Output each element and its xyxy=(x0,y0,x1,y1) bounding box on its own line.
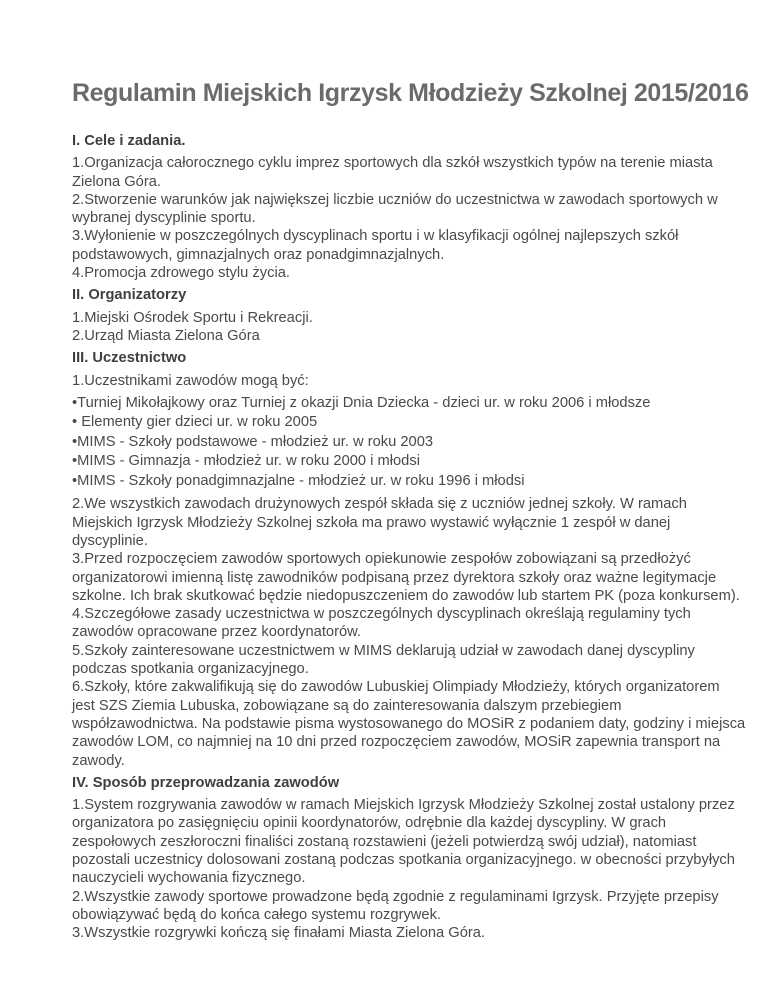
bullet-line: •Turniej Mikołajkowy oraz Turniej z okazji Dnia Dziecka - dzieci ur. w roku 2006 i młodsze xyxy=(72,394,651,411)
document-title: Regulamin Miejskich Igrzysk Młodzieży Szkolnej 2015/2016 xyxy=(72,79,749,107)
document-section xyxy=(72,132,718,282)
text-line: zespołowych zeszłoroczni finaliści zostaną rozstawieni (jeżeli potwierdzą swój udział), natomiast xyxy=(72,833,697,850)
paragraph xyxy=(72,154,718,282)
text-line: zawodów opracowane przez koordynatorów. xyxy=(72,624,362,641)
text-line: organizatorowi imienną listę zawodników podpisaną przez dyrektora szkoły oraz ważne legitymacje xyxy=(72,569,717,586)
text-line: dyscyplinie. xyxy=(72,532,148,549)
bullet-line: • Elementy gier dzieci ur. w roku 2005 xyxy=(72,414,318,431)
text-line: szkolne. Ich brak skutkować będzie niedopuszczeniem do zawodów lub startem PK (poza konkursem). xyxy=(72,587,740,604)
document-section xyxy=(72,286,712,345)
text-line: 1.Uczestnikami zawodów mogą być: xyxy=(72,372,309,389)
text-line: 4.Szczegółowe zasady uczestnictwa w poszczególnych dyscyplinach określają regulaminy tych xyxy=(72,606,691,623)
text-line: obowiązywać będą do końca całego systemu rozgrywek. xyxy=(72,906,442,923)
text-line: Miejskich Igrzysk Młodzieży Szkolnej szkoła ma prawo wystawić wyłącznie 1 zespół w danej xyxy=(72,514,671,531)
text-line: 2.We wszystkich zawodach drużynowych zespół składa się z uczniów jednej szkoły. W ramach xyxy=(72,496,687,513)
section-heading: I. Cele i zadania. xyxy=(72,133,186,149)
text-line: 2.Urząd Miasta Zielona Góra xyxy=(72,327,260,344)
paragraph xyxy=(72,309,712,346)
text-line: organizatora po zasięgnięciu opinii koordynatorów, odrębnie dla każdej dyscypliny. W grach xyxy=(72,815,667,832)
text-line: podstawowych, gimnazjalnych oraz ponadgimnazjalnych. xyxy=(72,246,445,263)
text-line: 3.Wyłonienie w poszczególnych dyscyplinach sportu i w klasyfikacji ogólnej najlepszych szkół xyxy=(72,228,679,245)
document-section xyxy=(72,349,746,770)
section-heading: IV. Sposób przeprowadzania zawodów xyxy=(72,774,340,791)
text-line: podczas spotkania organizacyjnego. xyxy=(72,661,309,678)
text-line: 5.Szkoły zainteresowane uczestnictwem w MIMS deklarują udział w zawodach danej dyscypliny xyxy=(72,642,695,659)
text-line: 2.Wszystkie zawody sportowe prowadzone będą zgodnie z regulaminami Igrzysk. Przyjęte przepisy xyxy=(72,888,719,905)
text-line: nauczycieli wychowania fizycznego. xyxy=(72,870,306,887)
bullet-line: •MIMS - Szkoły ponadgimnazjalne - młodzież ur. w roku 1996 i młodsi xyxy=(72,472,525,489)
text-line: 1.Organizacja całorocznego cyklu imprez sportowych dla szkół wszystkich typów na terenie miasta xyxy=(72,155,713,172)
text-line: 2.Stworzenie warunków jak największej liczbie uczniów do uczestnictwa w zawodach sportowych w xyxy=(72,191,718,208)
document-section xyxy=(72,774,735,943)
text-line: wybranej dyscyplinie sportu. xyxy=(72,210,256,227)
section-heading: III. Uczestnictwo xyxy=(72,350,187,367)
paragraph xyxy=(72,796,735,942)
text-line: 3.Przed rozpoczęciem zawodów sportowych opiekunowie zespołów zobowiązani są przedłożyć xyxy=(72,551,691,568)
bullet-list xyxy=(72,394,712,492)
bullet-line: •MIMS - Gimnazja - młodzież ur. w roku 2000 i młodsi xyxy=(72,453,420,470)
text-line: zawody. xyxy=(72,752,125,769)
paragraph xyxy=(72,495,746,769)
document-body xyxy=(72,132,746,942)
text-line: 6.Szkoły, które zakwalifikują się do zawodów Lubuskiej Olimpiady Młodzieży, których organizatorem xyxy=(72,679,720,696)
text-line: 1.Miejski Ośrodek Sportu i Rekreacji. xyxy=(72,309,313,326)
text-line: współzawodnictwa. Na podstawie pisma wystosowanego do MOSiR z podaniem daty, godziny i miejsca xyxy=(72,715,746,732)
text-line: 1.System rozgrywania zawodów w ramach Miejskich Igrzysk Młodzieży Szkolnej został ustalony przez xyxy=(72,797,735,814)
text-line: 3.Wszystkie rozgrywki kończą się finałami Miasta Zielona Góra. xyxy=(72,925,486,942)
text-line: zawodów LOM, co najmniej na 10 dni przed rozpoczęciem zawodów, MOSiR zapewnia transport na xyxy=(72,734,721,751)
text-line: Zielona Góra. xyxy=(72,173,161,190)
paragraph xyxy=(72,372,712,390)
bullet-line: •MIMS - Szkoły podstawowe - młodzież ur. w roku 2003 xyxy=(72,433,434,450)
text-line: pozostali uczestnicy dolosowani zostaną podczas spotkania organizacyjnego. w obecności przybyłych xyxy=(72,852,735,868)
section-heading: II. Organizatorzy xyxy=(72,287,187,304)
text-line: jest SZS Ziemia Lubuska, zobowiązane są do zainteresowania dalszym przebiegiem xyxy=(72,697,622,714)
text-line: 4.Promocja zdrowego stylu życia. xyxy=(72,265,290,282)
